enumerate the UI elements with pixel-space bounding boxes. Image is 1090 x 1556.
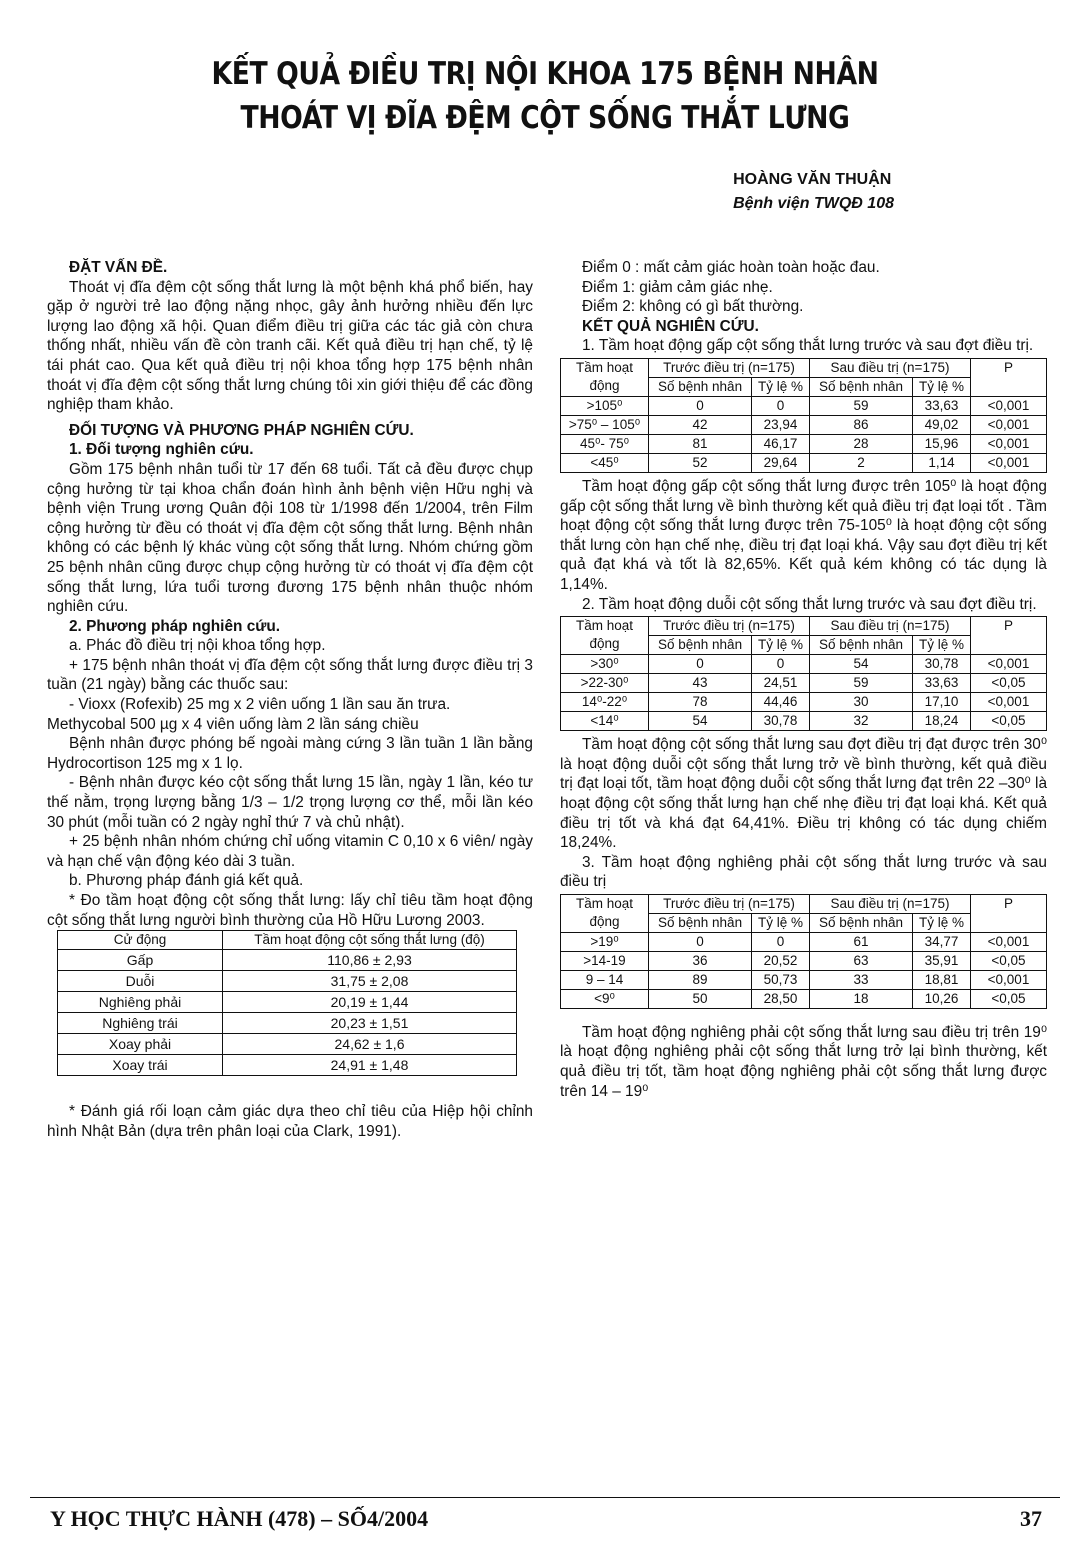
score-1: Điểm 1: giảm cảm giác nhẹ.	[582, 278, 773, 296]
ref-cell: 31,75 ± 2,08	[223, 971, 517, 992]
header-cell: Số bệnh nhân	[809, 377, 912, 396]
score-2: Điểm 2: không có gì bất thường.	[582, 298, 804, 316]
heading-subjects: 1. Đối tượng nghiên cứu.	[69, 441, 254, 459]
table2-caption: 2. Tầm hoạt động duỗi cột sống thắt lưng trước và sau đợt điều trị.	[582, 595, 1037, 613]
header-cell: Sau điều trị (n=175)	[809, 358, 970, 377]
table-cell: 50	[649, 989, 752, 1008]
header-cell: Tỷ lệ %	[752, 913, 810, 932]
table-cell: 18,81	[913, 970, 971, 989]
table-cell: 18	[809, 989, 912, 1008]
method-175: + 175 bệnh nhân thoát vị đĩa đệm cột sống thắt lưng được điều trị 3 tuần (21 ngày) bằng các thuốc sau:	[47, 656, 533, 694]
table-row	[561, 415, 1047, 434]
table-cell: 24,51	[752, 674, 810, 693]
title-line-2: THOÁT VỊ ĐĨA ĐỆM CỘT SỐNG THẮT LƯNG	[240, 100, 850, 136]
table1-caption: 1. Tầm hoạt động gấp cột sống thắt lưng trước và sau đợt điều trị.	[582, 337, 1034, 355]
table-cell: 30,78	[752, 712, 810, 731]
table-cell: <9⁰	[561, 989, 649, 1008]
header-cell: Sau điều trị (n=175)	[809, 617, 970, 636]
table-cell: <0,001	[971, 396, 1047, 415]
table-cell: <0,05	[971, 989, 1047, 1008]
table-row	[561, 970, 1047, 989]
table-cell: 33,63	[913, 396, 971, 415]
table-cell: 10,26	[913, 989, 971, 1008]
ref-cell: Nghiêng phải	[58, 992, 223, 1013]
table-cell: 1,14	[913, 453, 971, 472]
ref-cell: 24,91 ± 1,48	[223, 1055, 517, 1076]
table-cell: 15,96	[913, 434, 971, 453]
table-cell: <0,001	[971, 932, 1047, 951]
ref-cell: Gấp	[58, 950, 223, 971]
table-cell: 29,64	[752, 453, 810, 472]
table-row	[58, 1034, 517, 1055]
table-cell: 20,52	[752, 951, 810, 970]
header-cell: Trước điều trị (n=175)	[649, 894, 810, 913]
method-methycobal: Methycobal 500 µg x 4 viên uống làm 2 lần sáng chiều	[47, 715, 419, 733]
table-cell: 46,17	[752, 434, 810, 453]
table-cell: 63	[809, 951, 912, 970]
heading-methods: ĐỐI TƯỢNG VÀ PHƯƠNG PHÁP NGHIÊN CỨU.	[69, 421, 414, 439]
subjects-paragraph: Gồm 175 bệnh nhân tuổi từ 17 đến 68 tuổi. Tất cả đều được chụp cộng hưởng từ tại khoa chẩn đoán hình ảnh bệnh viện Hữu nghị và bệnh viện Trung ương Quân đội 108 từ 1/1998 đến 1/2004, trên Film cộng hưởng từ đều có thoát vị đĩa đệm cột sống thắt lưng. Bệnh nhân không có các bệnh lý khác vùng cột sống thắt lưng. Nhóm chứng gồm 25 bệnh nhân cũng được chụp cộng hưởng từ có thoát vị đĩa đệm cột sống thắt lưng, lứa tuổi tương đương 175 bệnh nhân thuộc nhóm nghiên cứu.	[47, 460, 533, 616]
journal-name: Y HỌC THỰC HÀNH (478) – SỐ4/2004	[50, 1506, 429, 1531]
table-cell: 28	[809, 434, 912, 453]
heading-method: 2. Phương pháp nghiên cứu.	[69, 617, 281, 635]
header-cell: P	[971, 358, 1047, 396]
table-cell: <14⁰	[561, 712, 649, 731]
header-cell: Tầm hoạt động	[561, 894, 649, 932]
table-row	[561, 453, 1047, 472]
header-cell: Tỷ lệ %	[752, 377, 810, 396]
ref-cell: 20,19 ± 1,44	[223, 992, 517, 1013]
reference-table	[57, 930, 517, 1076]
ref-cell: Xoay trái	[58, 1055, 223, 1076]
table-cell: 86	[809, 415, 912, 434]
table-cell: 43	[649, 674, 752, 693]
table-cell: 59	[809, 396, 912, 415]
ref-cell: 24,62 ± 1,6	[223, 1034, 517, 1055]
header-cell: Sau điều trị (n=175)	[809, 894, 970, 913]
table-cell: 49,02	[913, 415, 971, 434]
table-cell: <0,001	[971, 693, 1047, 712]
table-extension	[560, 616, 1047, 731]
author-block	[733, 168, 894, 216]
table-row	[561, 693, 1047, 712]
table-row	[561, 989, 1047, 1008]
method-b: b. Phương pháp đánh giá kết quả.	[69, 872, 304, 890]
table-flexion	[560, 358, 1047, 473]
table-header-row	[561, 894, 1047, 913]
header-cell: Tỷ lệ %	[913, 913, 971, 932]
method-measure: * Đo tầm hoạt động cột sống thắt lưng: lấy chỉ tiêu tầm hoạt động cột sống thắt lưng người bình thường của Hồ Hữu Lương 2003.	[47, 892, 533, 929]
table-cell: 54	[649, 712, 752, 731]
table-cell: 78	[649, 693, 752, 712]
table-row	[58, 992, 517, 1013]
header-cell: Tỷ lệ %	[752, 636, 810, 655]
table-row	[561, 434, 1047, 453]
method-keo: - Bệnh nhân được kéo cột sống thắt lưng 15 lần, ngày 1 lần, kéo tư thế nằm, trọng lượng bằng 1/3 – 1/2 trọng lượng cơ thể, mỗi lần kéo 30 phút (mỗi tuần có 2 ngày nghỉ thứ 7 và chủ nhật).	[47, 774, 533, 831]
table-cell: 9 – 14	[561, 970, 649, 989]
header-cell: Tỷ lệ %	[913, 377, 971, 396]
ref-cell: 110,86 ± 2,93	[223, 950, 517, 971]
table-cell: >30⁰	[561, 655, 649, 674]
header-cell: P	[971, 894, 1047, 932]
table-cell: >14-19	[561, 951, 649, 970]
table-cell: 32	[809, 712, 912, 731]
method-control: + 25 bệnh nhân nhóm chứng chỉ uống vitamin C 0,10 x 6 viên/ ngày và hạn chế vận động kéo dài 3 tuần.	[47, 833, 533, 870]
page-number: 37	[1020, 1506, 1042, 1531]
table-cell: <0,05	[971, 951, 1047, 970]
table-cell: 50,73	[752, 970, 810, 989]
table-cell: 0	[649, 932, 752, 951]
method-a: a. Phác đồ điều trị nội khoa tổng hợp.	[69, 637, 326, 655]
ref-cell: Nghiêng trái	[58, 1013, 223, 1034]
table-cell: 0	[752, 396, 810, 415]
ref-cell: Xoay phải	[58, 1034, 223, 1055]
table-cell: 17,10	[913, 693, 971, 712]
table-row	[58, 950, 517, 971]
table-cell: <0,001	[971, 655, 1047, 674]
sensory-eval: * Đánh giá rối loạn cảm giác dựa theo chỉ tiêu của Hiệp hội chỉnh hình Nhật Bản (dựa trên phân loại của Clark, 1991).	[47, 1103, 533, 1140]
table1-discussion: Tầm hoạt động gấp cột sống thắt lưng được trên 105⁰ là hoạt động gấp cột sống thắt lưng về bình thường kết quả điều trị đạt loại tốt . Tầm hoạt động cột sống thắt lưng được trên 75-105⁰ là hoạt động cột sống thắt lưng còn hạn chế nhẹ, điều trị đạt loại khá. Vậy sau đợt điều trị kết quả đạt khá và tốt là 82,65%. Kết quả kém không có tác dụng là 1,14%.	[560, 477, 1047, 593]
table-cell: 52	[649, 453, 752, 472]
table-cell: 33	[809, 970, 912, 989]
author-name: HOÀNG VĂN THUẬN	[733, 171, 892, 188]
table-cell: 18,24	[913, 712, 971, 731]
table-cell: <0,001	[971, 434, 1047, 453]
table-cell: 0	[752, 655, 810, 674]
header-cell: P	[971, 617, 1047, 655]
table-cell: 34,77	[913, 932, 971, 951]
header-cell: Số bệnh nhân	[649, 636, 752, 655]
table-cell: 36	[649, 951, 752, 970]
table2-discussion: Tầm hoạt động cột sống thắt lưng sau đợt điều trị đạt được trên 30⁰ là hoạt động duỗi cột sống thắt lưng trở về bình thường, kết quả điều trị đạt loại tốt, tầm hoạt động duỗi cột sống thắt lưng đạt trên 22 –30⁰ là hoạt động cột sống thắt lưng hạn chế nhẹ điều trị đạt loại khá. Kết quả điều trị tốt và khá đạt 64,41%. Điều trị không có tác dụng chiếm 18,24%.	[560, 736, 1047, 852]
header-cell: Số bệnh nhân	[809, 913, 912, 932]
table-cell: <0,001	[971, 415, 1047, 434]
table-cell: <45⁰	[561, 453, 649, 472]
header-cell: Số bệnh nhân	[649, 377, 752, 396]
table3-caption: 3. Tầm hoạt động nghiêng phải cột sống thắt lưng trước và sau điều trị	[560, 853, 1047, 891]
title-line-1: KẾT QUẢ ĐIỀU TRỊ NỘI KHOA 175 BỆNH NHÂN	[211, 56, 879, 92]
table-row	[561, 674, 1047, 693]
ref-header-range: Tầm hoạt động cột sống thắt lưng (độ)	[223, 931, 517, 950]
table-cell: 30,78	[913, 655, 971, 674]
header-cell: Tỷ lệ %	[913, 636, 971, 655]
table-cell: 59	[809, 674, 912, 693]
table-cell: 42	[649, 415, 752, 434]
ref-header-movement: Cử động	[58, 931, 223, 950]
method-vioxx: - Vioxx (Rofexib) 25 mg x 2 viên uống 1 lần sau ăn trưa.	[69, 696, 451, 714]
score-0: Điểm 0 : mất cảm giác hoàn toàn hoặc đau.	[582, 259, 880, 276]
ref-cell: 20,23 ± 1,51	[223, 1013, 517, 1034]
table-cell: 0	[649, 655, 752, 674]
table-cell: 61	[809, 932, 912, 951]
method-phong-be: Bệnh nhân được phóng bế ngoài màng cứng 3 lần tuần 1 lần bằng Hydrocortison 125 mg x 1 lọ.	[47, 735, 533, 772]
table-cell: 54	[809, 655, 912, 674]
header-cell: Số bệnh nhân	[809, 636, 912, 655]
table-cell: <0,05	[971, 712, 1047, 731]
table-cell: 35,91	[913, 951, 971, 970]
table-cell: 30	[809, 693, 912, 712]
table-row	[58, 1055, 517, 1076]
header-cell: Trước điều trị (n=175)	[649, 358, 810, 377]
table-cell: 89	[649, 970, 752, 989]
table-cell: >22-30⁰	[561, 674, 649, 693]
table-cell: 2	[809, 453, 912, 472]
ref-cell: Duỗi	[58, 971, 223, 992]
table-cell: <0,001	[971, 453, 1047, 472]
table-cell: >75⁰ – 105⁰	[561, 415, 649, 434]
table-cell: <0,001	[971, 970, 1047, 989]
table-cell: 0	[752, 932, 810, 951]
table-cell: <0,05	[971, 674, 1047, 693]
right-column	[560, 258, 1047, 1101]
table-header-row	[561, 617, 1047, 636]
table3-discussion: Tầm hoạt động nghiêng phải cột sống thắt lưng sau điều trị trên 19⁰ là hoạt động nghiêng phải cột sống thắt lưng trở lại bình thường, kết quả điều trị tốt, tầm hoạt động nghiêng phải cột sống thắt lưng được trên 14 – 19⁰	[560, 1023, 1047, 1100]
table-row	[561, 396, 1047, 415]
intro-paragraph: Thoát vị đĩa đệm cột sống thắt lưng là một bệnh khá phổ biến, hay gặp ở người trẻ lao động nặng nhọc, gây ảnh hưởng nhiều đến lực lượng lao động xã hội. Quan điểm điều trị giữa các tác giả còn chưa thống nhất, nhiều vấn đề còn tranh cãi. Kết quả điều trị hạn chế, tỷ lệ tái phát cao. Qua kết quả điều trị nội khoa tổng hợp 175 bệnh nhân thoát vị đĩa đệm cột sống thắt lưng chúng tôi xin giới thiệu để các đồng nghiệp tham khảo.	[47, 278, 533, 414]
table-cell: 0	[649, 396, 752, 415]
header-cell: Tầm hoạt động	[561, 358, 649, 396]
table-row	[58, 1013, 517, 1034]
table-header-row	[561, 358, 1047, 377]
table-cell: 45⁰- 75⁰	[561, 434, 649, 453]
article-title	[180, 52, 911, 140]
table-cell: 14⁰-22⁰	[561, 693, 649, 712]
heading-intro: ĐẶT VẤN ĐỀ.	[69, 259, 168, 276]
table-cell: 23,94	[752, 415, 810, 434]
table-right-bend	[560, 894, 1047, 1009]
table-cell: 28,50	[752, 989, 810, 1008]
table-cell: >105⁰	[561, 396, 649, 415]
table-cell: >19⁰	[561, 932, 649, 951]
header-cell: Số bệnh nhân	[649, 913, 752, 932]
table-row	[561, 932, 1047, 951]
table-row	[561, 655, 1047, 674]
table-row	[58, 971, 517, 992]
table-row	[561, 712, 1047, 731]
author-affiliation: Bệnh viện TWQĐ 108	[733, 195, 894, 212]
table-cell: 81	[649, 434, 752, 453]
heading-results: KẾT QUẢ NGHIÊN CỨU.	[582, 317, 759, 335]
page-footer	[30, 1497, 1060, 1531]
header-cell: Trước điều trị (n=175)	[649, 617, 810, 636]
table-cell: 33,63	[913, 674, 971, 693]
table-row	[561, 951, 1047, 970]
left-column	[47, 258, 533, 1141]
table-cell: 44,46	[752, 693, 810, 712]
header-cell: Tầm hoạt động	[561, 617, 649, 655]
